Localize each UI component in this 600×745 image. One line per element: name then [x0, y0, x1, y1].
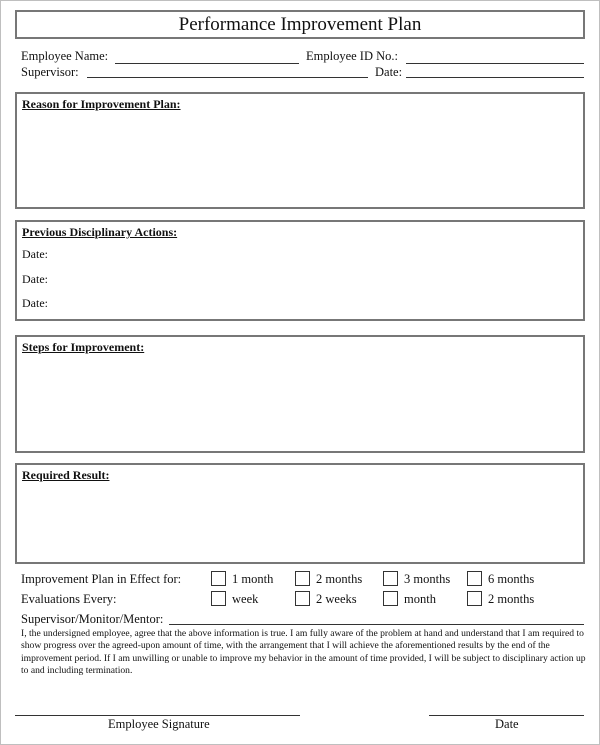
previous-action-date-1: Date: — [22, 247, 48, 261]
eval-2-months-checkbox[interactable] — [467, 591, 482, 606]
steps-section[interactable] — [15, 335, 585, 453]
supervisor-field[interactable] — [87, 77, 368, 78]
header-date-label: Date: — [375, 65, 403, 79]
reason-section-title: Reason for Improvement Plan: — [22, 97, 181, 111]
eval-label: Evaluations Every: — [21, 592, 117, 606]
mentor-label: Supervisor/Monitor/Mentor: — [21, 612, 164, 626]
eval-month-label: month — [404, 592, 436, 606]
effect-3-months-checkbox[interactable] — [383, 571, 398, 586]
signature-date-line[interactable] — [429, 715, 584, 716]
eval-month-checkbox[interactable] — [383, 591, 398, 606]
header-date-field[interactable] — [406, 77, 584, 78]
form-title-text: Performance Improvement Plan — [178, 13, 422, 35]
previous-actions-title: Previous Disciplinary Actions: — [22, 225, 178, 239]
employee-name-field[interactable] — [115, 63, 299, 64]
effect-6-months-checkbox[interactable] — [467, 571, 482, 586]
employee-id-label: Employee ID No.: — [306, 49, 398, 63]
employee-id-field[interactable] — [406, 63, 584, 64]
effect-1-month-label: 1 month — [232, 572, 274, 586]
eval-2-weeks-checkbox[interactable] — [295, 591, 310, 606]
effect-2-months-checkbox[interactable] — [295, 571, 310, 586]
eval-2-months-label: 2 months — [488, 592, 535, 606]
employee-signature-line[interactable] — [15, 715, 300, 716]
employee-name-label: Employee Name: — [21, 49, 109, 63]
reason-section[interactable] — [15, 92, 585, 209]
effect-3-months-label: 3 months — [404, 572, 451, 586]
employee-signature-label: Employee Signature — [108, 717, 210, 731]
result-section[interactable] — [15, 463, 585, 564]
previous-actions-section[interactable] — [15, 220, 585, 321]
result-section-title: Required Result: — [22, 468, 110, 482]
effect-1-month-checkbox[interactable] — [211, 571, 226, 586]
mentor-field[interactable] — [169, 624, 584, 625]
steps-section-title: Steps for Improvement: — [22, 340, 145, 354]
effect-6-months-label: 6 months — [488, 572, 535, 586]
effect-2-months-label: 2 months — [316, 572, 363, 586]
agreement-text: I, the undersigned employee, agree that the above information is true. I am fully aware of the problem at hand and understand that I am required to show progress over the agreed-upon amount of time, with the arrangement that I will achieve the aforementioned results by the end of the improvement period. If I am unwilling or unable to improve my behavior in the amount of time provided, I will be subject to disciplinary action up to and including termination. — [21, 628, 586, 677]
previous-action-date-2: Date: — [22, 272, 48, 286]
eval-2-weeks-label: 2 weeks — [316, 592, 357, 606]
supervisor-label: Supervisor: — [21, 65, 79, 79]
effect-label: Improvement Plan in Effect for: — [21, 572, 182, 586]
form-title — [15, 10, 585, 39]
eval-week-label: week — [232, 592, 259, 606]
previous-action-date-3: Date: — [22, 296, 48, 310]
signature-date-label: Date — [495, 717, 519, 731]
eval-week-checkbox[interactable] — [211, 591, 226, 606]
